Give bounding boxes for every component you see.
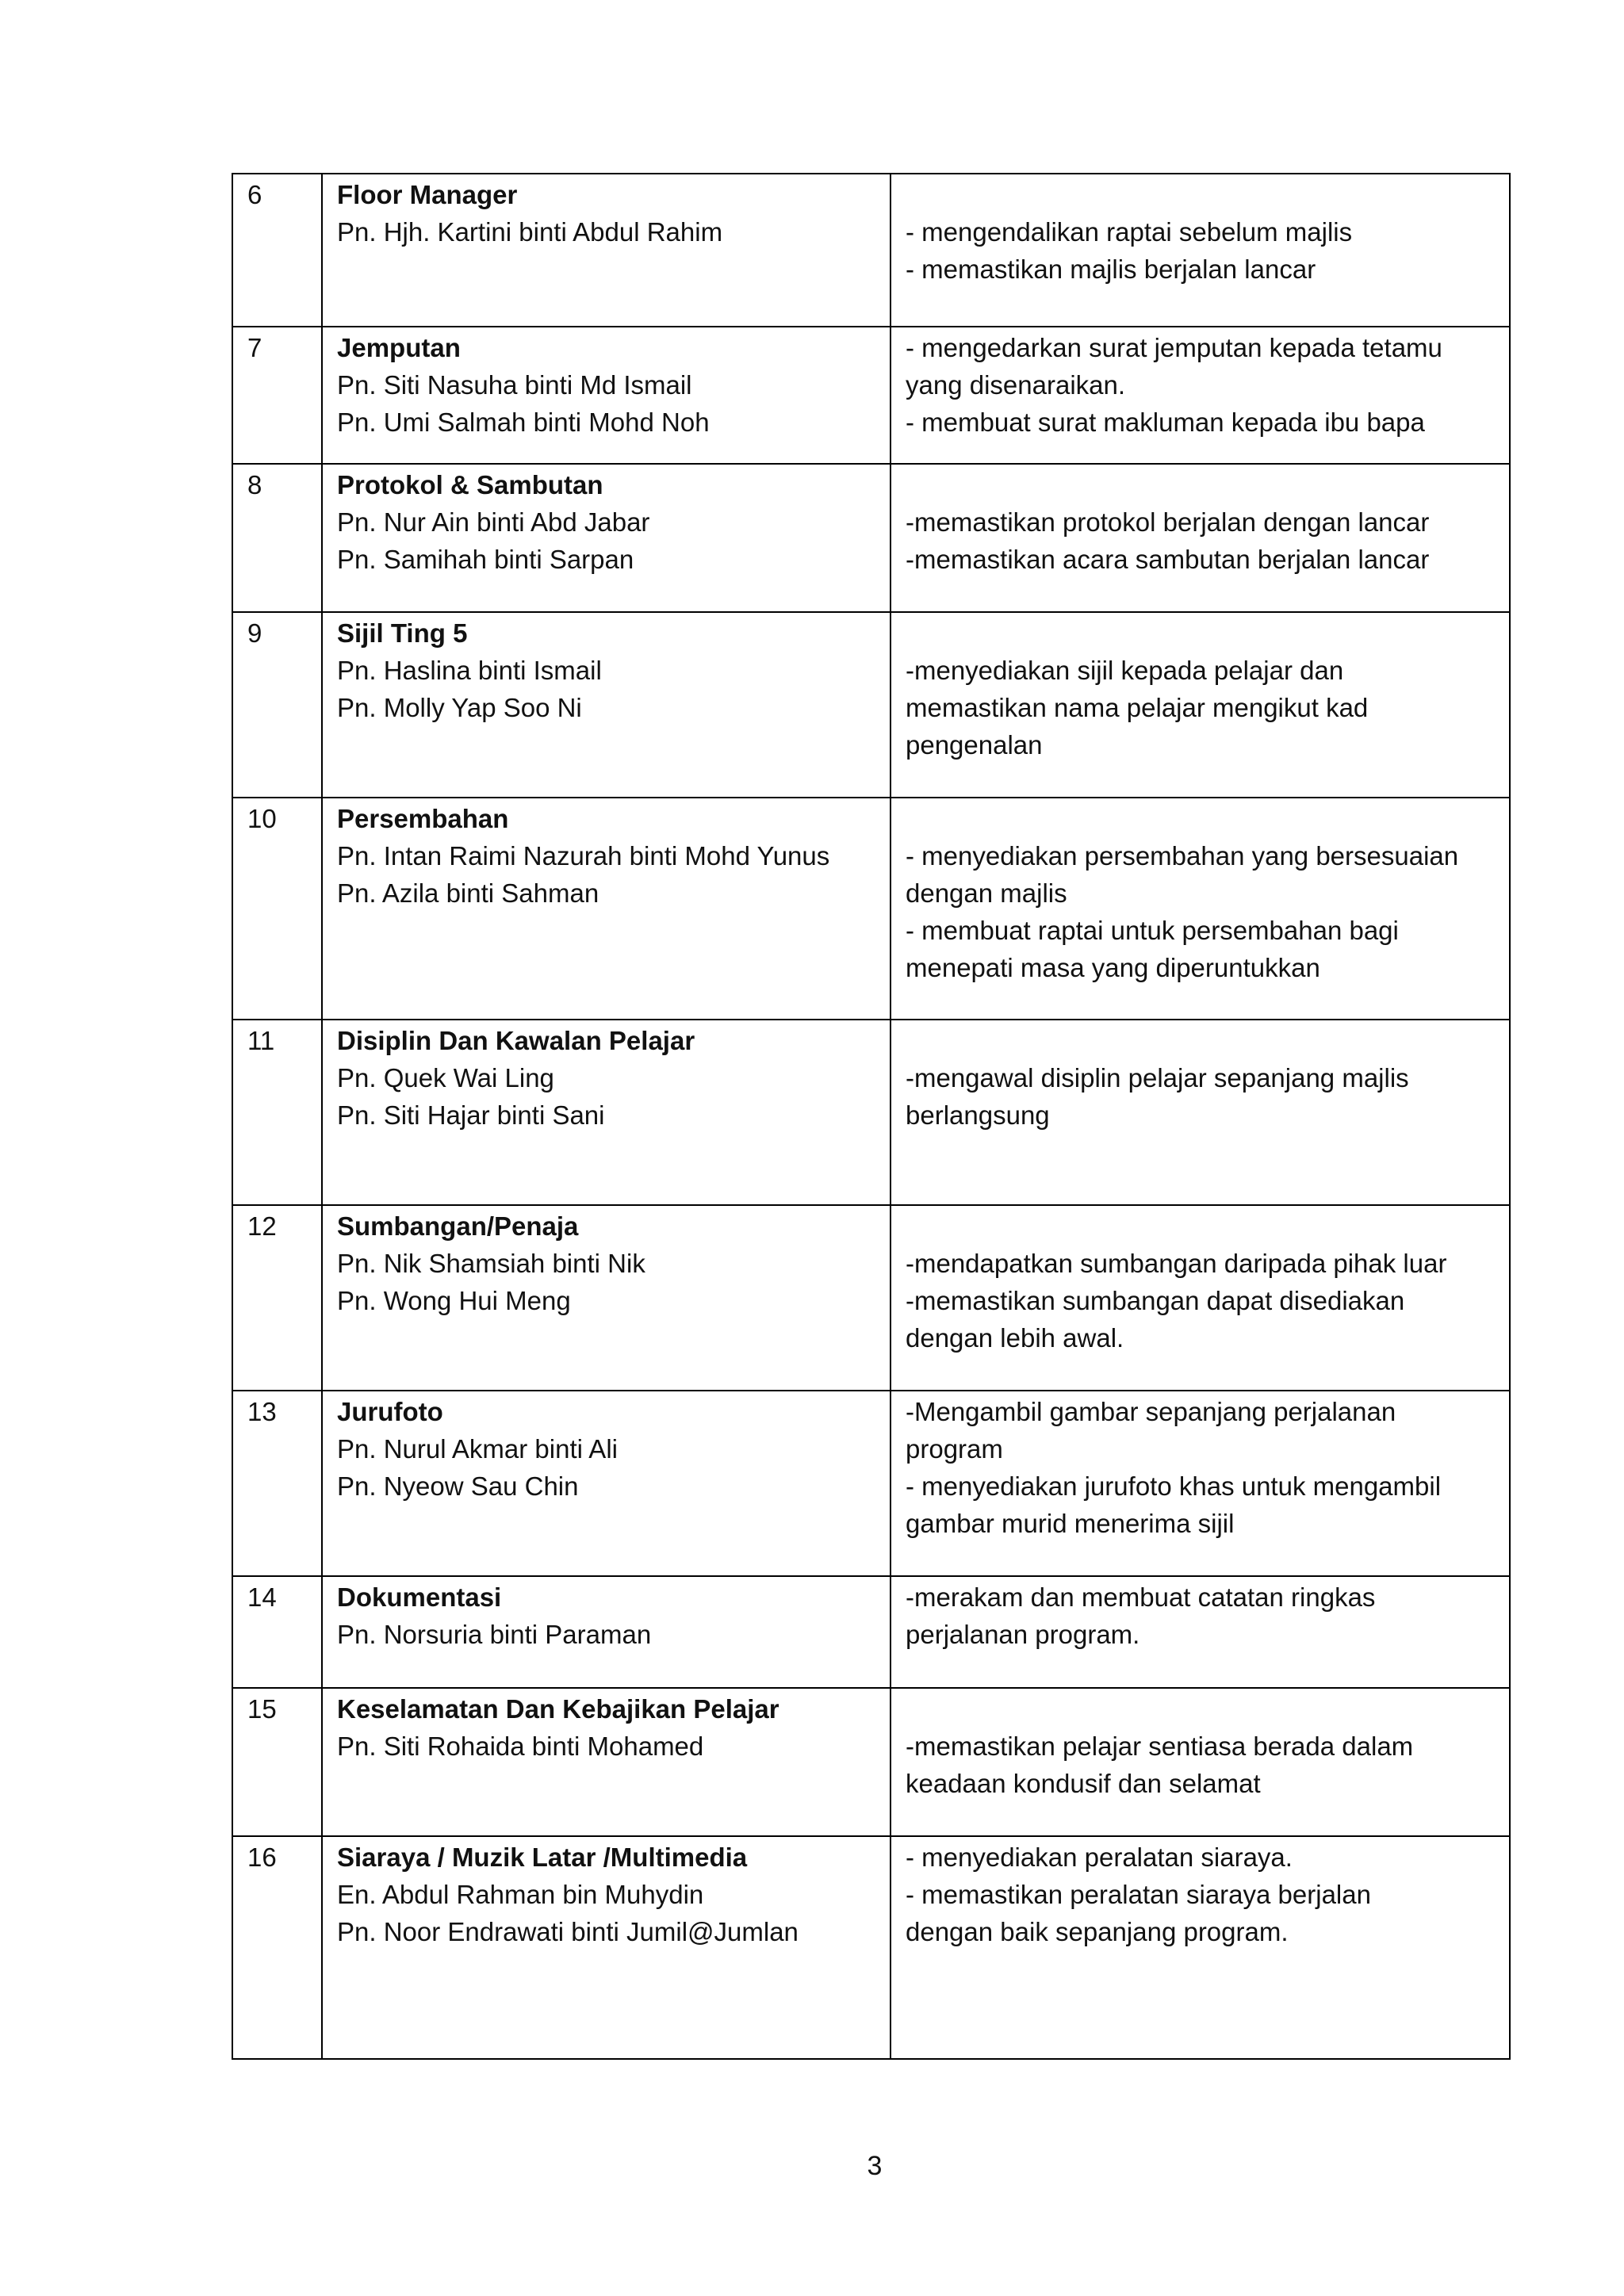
committee-title: Floor Manager [337,180,518,209]
member-name: Pn. Azila binti Sahman [337,878,599,908]
task-line: -memastikan acara sambutan berjalan lancar [906,545,1430,574]
table-row [232,1391,1510,1576]
member-name: Pn. Wong Hui Meng [337,1286,571,1315]
member-name: Pn. Intan Raimi Nazurah binti Mohd Yunus [337,841,830,871]
committee-title: Sijil Ting 5 [337,618,468,648]
member-name: Pn. Molly Yap Soo Ni [337,693,582,722]
task-line: - membuat surat makluman kepada ibu bapa [906,408,1425,437]
task-line: yang disenaraikan. [906,370,1126,400]
row-number: 7 [232,327,322,464]
task-line: gambar murid menerima sijil [906,1509,1235,1538]
table-row [232,1576,1510,1688]
member-name: Pn. Siti Hajar binti Sani [337,1100,605,1130]
task-cell [891,798,1510,1020]
member-name: Pn. Haslina binti Ismail [337,656,602,685]
task-cell [891,1205,1510,1391]
task-line: berlangsung [906,1100,1050,1130]
task-line: -memastikan protokol berjalan dengan lancar [906,507,1430,537]
member-name: Pn. Nur Ain binti Abd Jabar [337,507,650,537]
row-number: 12 [232,1205,322,1391]
row-number: 8 [232,464,322,612]
committee-cell [322,1391,891,1576]
committee-cell [322,612,891,798]
committee-cell [322,1688,891,1836]
member-name: Pn. Samihah binti Sarpan [337,545,634,574]
committee-title: Siaraya / Muzik Latar /Multimedia [337,1843,748,1872]
row-number: 9 [232,612,322,798]
table-row [232,1205,1510,1391]
task-line: -merakam dan membuat catatan ringkas [906,1582,1376,1612]
table-row [232,1020,1510,1205]
task-line: perjalanan program. [906,1620,1140,1649]
committee-title: Sumbangan/Penaja [337,1211,579,1241]
task-cell [891,1576,1510,1688]
page-number: 3 [867,2151,883,2181]
member-name: Pn. Hjh. Kartini binti Abdul Rahim [337,217,723,247]
committee-cell [322,1576,891,1688]
task-cell [891,1020,1510,1205]
task-line: - mengendalikan raptai sebelum majlis [906,217,1353,247]
committee-cell [322,327,891,464]
task-line: -memastikan pelajar sentiasa berada dalam [906,1732,1414,1761]
row-number: 14 [232,1576,322,1688]
member-name: Pn. Noor Endrawati binti Jumil@Jumlan [337,1917,799,1946]
member-name: Pn. Nik Shamsiah binti Nik [337,1249,645,1278]
row-number: 6 [232,174,322,327]
task-line: - mengedarkan surat jemputan kepada tetamu [906,333,1442,362]
task-line: -mengawal disiplin pelajar sepanjang majlis [906,1063,1409,1093]
task-line: -mendapatkan sumbangan daripada pihak luar [906,1249,1447,1278]
committee-cell [322,1205,891,1391]
task-cell [891,174,1510,327]
task-cell [891,1391,1510,1576]
committee-title: Persembahan [337,804,509,833]
task-cell [891,612,1510,798]
task-line: memastikan nama pelajar mengikut kad [906,693,1369,722]
table-row [232,798,1510,1020]
task-line: - menyediakan jurufoto khas untuk mengambil [906,1471,1442,1501]
member-name: En. Abdul Rahman bin Muhydin [337,1880,704,1909]
task-line: - menyediakan peralatan siaraya. [906,1843,1293,1872]
task-line: dengan baik sepanjang program. [906,1917,1289,1946]
committee-table [232,173,1511,2060]
task-line: dengan majlis [906,878,1067,908]
committee-title: Protokol & Sambutan [337,470,603,499]
member-name: Pn. Umi Salmah binti Mohd Noh [337,408,710,437]
table-row [232,327,1510,464]
task-line: pengenalan [906,730,1043,760]
committee-title: Disiplin Dan Kawalan Pelajar [337,1026,695,1055]
task-line: -Mengambil gambar sepanjang perjalanan [906,1397,1396,1426]
row-number: 13 [232,1391,322,1576]
committee-title: Jurufoto [337,1397,443,1426]
row-number: 16 [232,1836,322,2059]
committee-cell [322,174,891,327]
task-line: dengan lebih awal. [906,1323,1124,1353]
committee-cell [322,1020,891,1205]
committee-table-body [232,174,1510,2059]
task-cell [891,464,1510,612]
task-line: - memastikan majlis berjalan lancar [906,254,1316,284]
row-number: 15 [232,1688,322,1836]
task-cell [891,327,1510,464]
row-number: 10 [232,798,322,1020]
table-row [232,1688,1510,1836]
table-row [232,1836,1510,2059]
member-name: Pn. Nurul Akmar binti Ali [337,1434,618,1464]
task-line: - menyediakan persembahan yang bersesuaian [906,841,1459,871]
task-line: -memastikan sumbangan dapat disediakan [906,1286,1405,1315]
task-line: menepati masa yang diperuntukkan [906,953,1320,982]
member-name: Pn. Norsuria binti Paraman [337,1620,652,1649]
table-row [232,612,1510,798]
committee-title: Keselamatan Dan Kebajikan Pelajar [337,1694,779,1724]
task-cell [891,1688,1510,1836]
table-row [232,464,1510,612]
table-row [232,174,1510,327]
task-line: - membuat raptai untuk persembahan bagi [906,916,1399,945]
task-line: - memastikan peralatan siaraya berjalan [906,1880,1371,1909]
committee-cell [322,464,891,612]
row-number: 11 [232,1020,322,1205]
task-cell [891,1836,1510,2059]
committee-cell [322,1836,891,2059]
member-name: Pn. Quek Wai Ling [337,1063,554,1093]
committee-title: Jemputan [337,333,461,362]
committee-cell [322,798,891,1020]
member-name: Pn. Siti Nasuha binti Md Ismail [337,370,692,400]
member-name: Pn. Nyeow Sau Chin [337,1471,579,1501]
task-line: program [906,1434,1003,1464]
committee-title: Dokumentasi [337,1582,502,1612]
member-name: Pn. Siti Rohaida binti Mohamed [337,1732,704,1761]
task-line: -menyediakan sijil kepada pelajar dan [906,656,1344,685]
task-line: keadaan kondusif dan selamat [906,1769,1261,1798]
